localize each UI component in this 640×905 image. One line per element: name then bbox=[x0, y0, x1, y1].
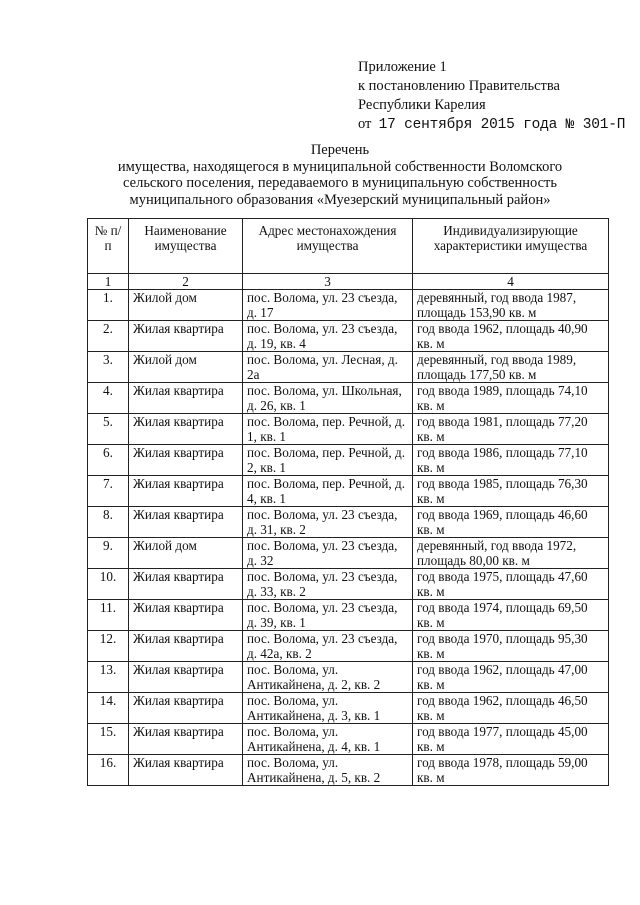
column-number: 4 bbox=[413, 274, 609, 290]
document-heading bbox=[60, 142, 620, 208]
property-characteristics: деревянный, год ввода 1972, площадь 80,00 кв. м bbox=[413, 538, 609, 569]
table-row bbox=[88, 569, 609, 600]
property-name: Жилая квартира bbox=[129, 507, 243, 538]
property-address: пос. Волома, ул. Школьная, д. 26, кв. 1 bbox=[243, 383, 413, 414]
header-name: Наименование имущества bbox=[129, 219, 243, 274]
property-address: пос. Волома, ул. Антикайнена, д. 3, кв. 1 bbox=[243, 693, 413, 724]
property-characteristics: год ввода 1975, площадь 47,60 кв. м bbox=[413, 569, 609, 600]
header-address: Адрес местонахождения имущества bbox=[243, 219, 413, 274]
row-number: 2. bbox=[88, 321, 129, 352]
table-row bbox=[88, 538, 609, 569]
row-number: 10. bbox=[88, 569, 129, 600]
table-row bbox=[88, 383, 609, 414]
property-address: пос. Волома, пер. Речной, д. 2, кв. 1 bbox=[243, 445, 413, 476]
property-name: Жилая квартира bbox=[129, 321, 243, 352]
property-characteristics: год ввода 1962, площадь 40,90 кв. м bbox=[413, 321, 609, 352]
property-name: Жилая квартира bbox=[129, 600, 243, 631]
property-address: пос. Волома, ул. 23 съезда, д. 32 bbox=[243, 538, 413, 569]
table-row bbox=[88, 662, 609, 693]
property-characteristics: год ввода 1970, площадь 95,30 кв. м bbox=[413, 631, 609, 662]
property-characteristics: год ввода 1962, площадь 47,00 кв. м bbox=[413, 662, 609, 693]
appendix-block bbox=[358, 58, 625, 135]
row-number: 12. bbox=[88, 631, 129, 662]
row-number: 16. bbox=[88, 755, 129, 786]
row-number: 11. bbox=[88, 600, 129, 631]
property-characteristics: год ввода 1962, площадь 46,50 кв. м bbox=[413, 693, 609, 724]
property-name: Жилая квартира bbox=[129, 445, 243, 476]
property-name: Жилой дом bbox=[129, 290, 243, 321]
property-address: пос. Волома, ул. 23 съезда, д. 19, кв. 4 bbox=[243, 321, 413, 352]
table-row bbox=[88, 290, 609, 321]
property-characteristics: год ввода 1978, площадь 59,00 кв. м bbox=[413, 755, 609, 786]
property-name: Жилая квартира bbox=[129, 724, 243, 755]
property-characteristics: год ввода 1986, площадь 77,10 кв. м bbox=[413, 445, 609, 476]
property-name: Жилая квартира bbox=[129, 755, 243, 786]
column-number-row bbox=[88, 274, 609, 290]
row-number: 13. bbox=[88, 662, 129, 693]
property-name: Жилая квартира bbox=[129, 693, 243, 724]
appendix-line: Приложение 1 bbox=[358, 59, 447, 75]
table-row bbox=[88, 445, 609, 476]
property-address: пос. Волома, ул. 23 съезда, д. 42а, кв. 2 bbox=[243, 631, 413, 662]
property-address: пос. Волома, ул. 23 съезда, д. 33, кв. 2 bbox=[243, 569, 413, 600]
header-characteristics: Индивидуализирующие характеристики имущества bbox=[413, 219, 609, 274]
property-characteristics: деревянный, год ввода 1989, площадь 177,50 кв. м bbox=[413, 352, 609, 383]
appendix-date-line bbox=[358, 115, 625, 135]
property-address: пос. Волома, пер. Речной, д. 4, кв. 1 bbox=[243, 476, 413, 507]
table-row bbox=[88, 321, 609, 352]
property-address: пос. Волома, пер. Речной, д. 1, кв. 1 bbox=[243, 414, 413, 445]
property-characteristics: год ввода 1985, площадь 76,30 кв. м bbox=[413, 476, 609, 507]
appendix-line: Республики Карелия bbox=[358, 97, 486, 113]
property-address: пос. Волома, ул. Антикайнена, д. 2, кв. 2 bbox=[243, 662, 413, 693]
property-name: Жилой дом bbox=[129, 538, 243, 569]
property-characteristics: год ввода 1981, площадь 77,20 кв. м bbox=[413, 414, 609, 445]
property-name: Жилая квартира bbox=[129, 383, 243, 414]
property-characteristics: год ввода 1974, площадь 69,50 кв. м bbox=[413, 600, 609, 631]
table-row bbox=[88, 755, 609, 786]
row-number: 9. bbox=[88, 538, 129, 569]
row-number: 15. bbox=[88, 724, 129, 755]
header-row bbox=[88, 219, 609, 274]
property-address: пос. Волома, ул. Лесная, д. 2а bbox=[243, 352, 413, 383]
table-row bbox=[88, 631, 609, 662]
table-row bbox=[88, 476, 609, 507]
property-name: Жилой дом bbox=[129, 352, 243, 383]
property-address: пос. Волома, ул. Антикайнена, д. 4, кв. 1 bbox=[243, 724, 413, 755]
row-number: 1. bbox=[88, 290, 129, 321]
row-number: 8. bbox=[88, 507, 129, 538]
property-name: Жилая квартира bbox=[129, 662, 243, 693]
header-num: № п/п bbox=[88, 219, 129, 274]
property-characteristics: год ввода 1977, площадь 45,00 кв. м bbox=[413, 724, 609, 755]
table-row bbox=[88, 352, 609, 383]
table-row bbox=[88, 693, 609, 724]
property-name: Жилая квартира bbox=[129, 476, 243, 507]
row-number: 5. bbox=[88, 414, 129, 445]
row-number: 4. bbox=[88, 383, 129, 414]
property-characteristics: год ввода 1989, площадь 74,10 кв. м bbox=[413, 383, 609, 414]
date-prefix: от bbox=[358, 116, 372, 132]
decree-date: 17 сентября 2015 года № 301-П bbox=[378, 117, 626, 133]
column-number: 1 bbox=[88, 274, 129, 290]
table-row bbox=[88, 724, 609, 755]
property-name: Жилая квартира bbox=[129, 631, 243, 662]
table-row bbox=[88, 414, 609, 445]
row-number: 6. bbox=[88, 445, 129, 476]
property-characteristics: год ввода 1969, площадь 46,60 кв. м bbox=[413, 507, 609, 538]
property-address: пос. Волома, ул. 23 съезда, д. 39, кв. 1 bbox=[243, 600, 413, 631]
column-number: 3 bbox=[243, 274, 413, 290]
table-body bbox=[88, 290, 609, 786]
property-name: Жилая квартира bbox=[129, 414, 243, 445]
property-name: Жилая квартира bbox=[129, 569, 243, 600]
row-number: 3. bbox=[88, 352, 129, 383]
property-address: пос. Волома, ул. 23 съезда, д. 31, кв. 2 bbox=[243, 507, 413, 538]
heading-title: Перечень bbox=[310, 142, 370, 158]
column-number: 2 bbox=[129, 274, 243, 290]
property-address: пос. Волома, ул. 23 съезда, д. 17 bbox=[243, 290, 413, 321]
heading-line: имущества, находящегося в муниципальной собственности Воломского bbox=[117, 158, 563, 175]
row-number: 14. bbox=[88, 693, 129, 724]
table-row bbox=[88, 507, 609, 538]
property-table bbox=[87, 218, 609, 786]
heading-line: сельского поселения, передаваемого в муниципальную собственность bbox=[123, 175, 557, 191]
property-characteristics: деревянный, год ввода 1987, площадь 153,90 кв. м bbox=[413, 290, 609, 321]
table-row bbox=[88, 600, 609, 631]
heading-line: муниципального образования «Муезерский муниципальный район» bbox=[129, 191, 551, 208]
property-address: пос. Волома, ул. Антикайнена, д. 5, кв. 2 bbox=[243, 755, 413, 786]
row-number: 7. bbox=[88, 476, 129, 507]
appendix-line: к постановлению Правительства bbox=[358, 78, 560, 94]
